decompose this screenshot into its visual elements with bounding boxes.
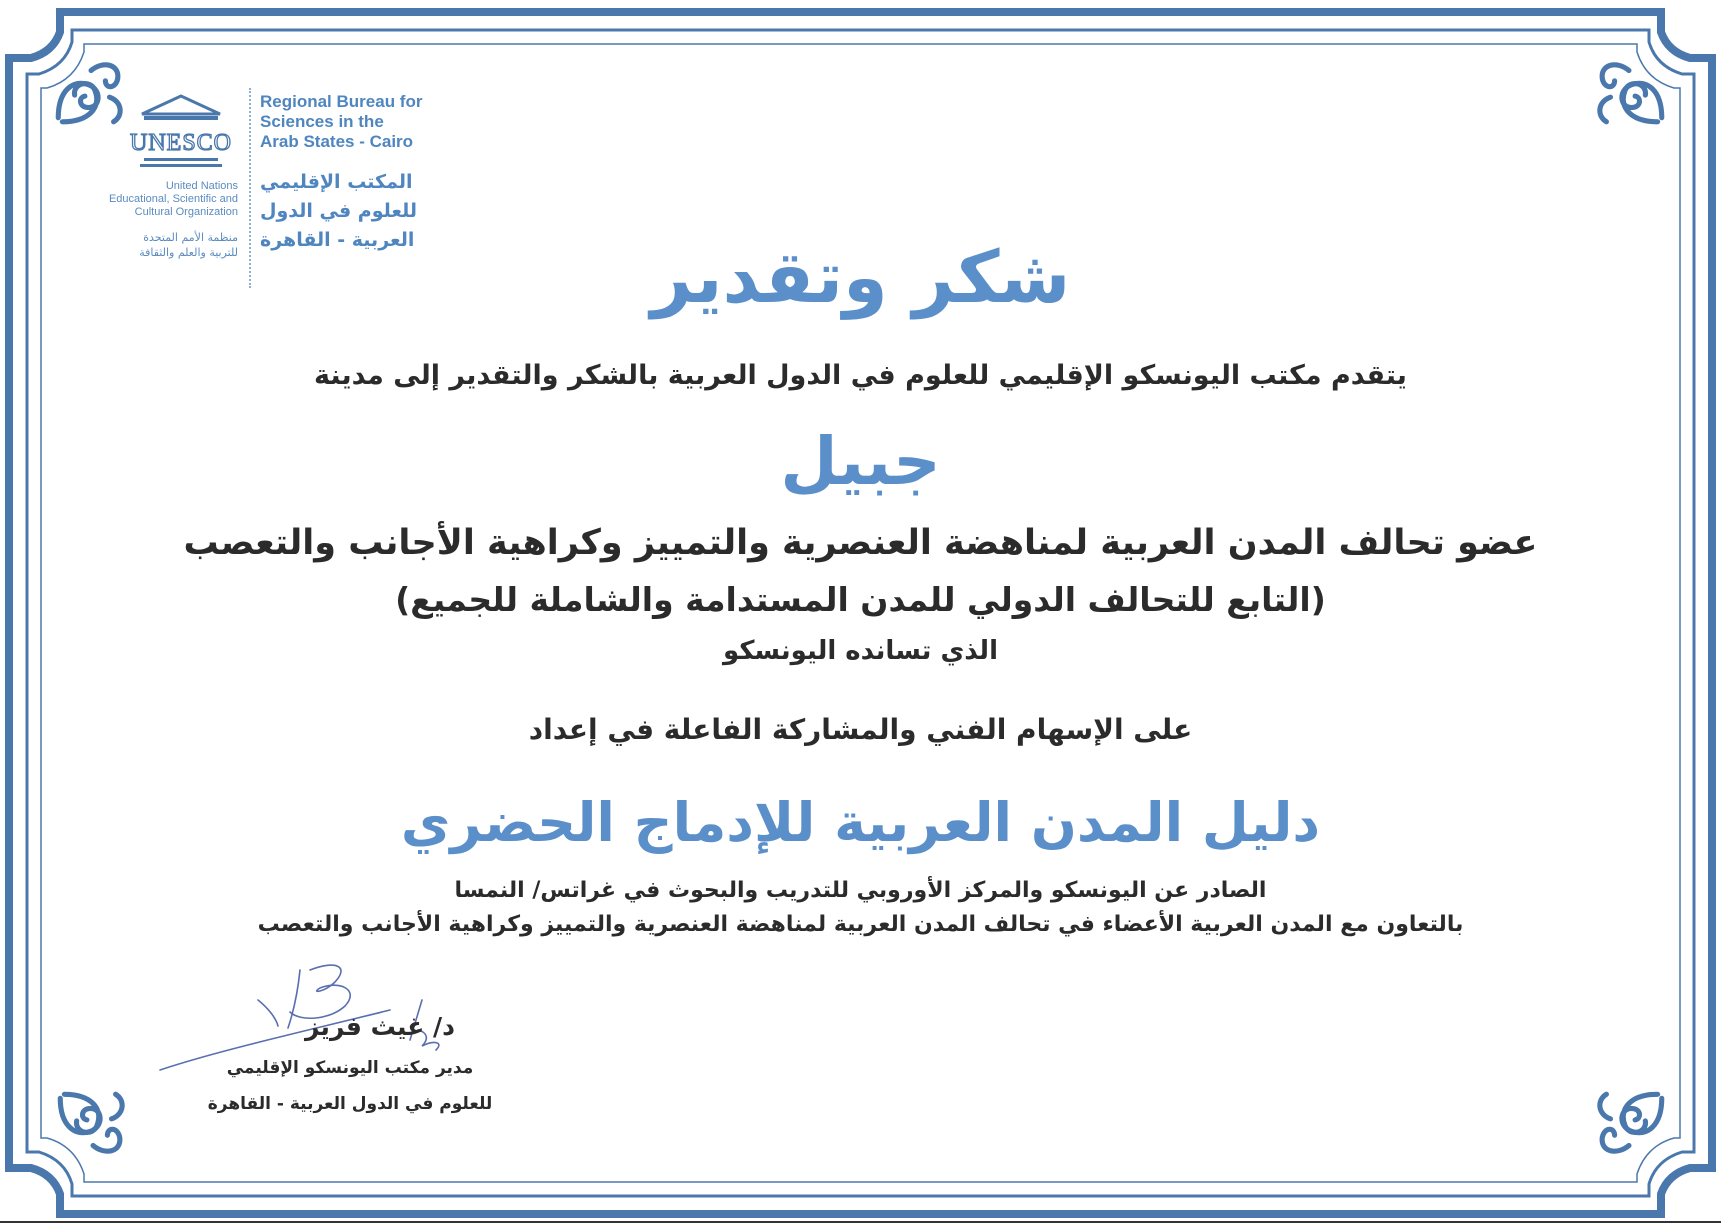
signatory-title-2: للعلوم في الدول العربية - القاهرة	[207, 1094, 493, 1114]
contribution-line: على الإسهام الفني والمشاركة الفاعلة في إعداد	[528, 713, 1193, 746]
city-name: جبيل	[780, 423, 941, 500]
ornament-top-right	[1590, 50, 1672, 132]
member-line-2: (التابع للتحالف الدولي للمدن المستدامة والشاملة للجميع)	[395, 580, 1326, 619]
guide-title: دليل المدن العربية للإدماج الحضري	[400, 791, 1321, 854]
unesco-temple-logo-icon	[129, 94, 233, 174]
signatory-name: د/ غيث فريز	[305, 1012, 455, 1041]
issued-line-1: الصادر عن اليونسكو والمركز الأوروبي للتدريب والبحوث في غراتس/ النمسا	[454, 878, 1267, 903]
unesco-wordmark: UNESCO	[129, 130, 233, 156]
certificate-title: شكر وتقدير	[650, 235, 1071, 319]
bureau-name-en: Regional Bureau for Sciences in the Arab States - Cairo	[260, 92, 423, 151]
bureau-name-ar: المكتب الإقليمي للعلوم في الدول العربية - القاهرة	[260, 171, 418, 251]
ornament-bottom-right	[1590, 1084, 1672, 1166]
member-line-1: عضو تحالف المدن العربية لمناهضة العنصرية والتمييز وكراهية الأجانب والتعصب	[183, 523, 1538, 563]
intro-line: يتقدم مكتب اليونسكو الإقليمي للعلوم في الدول العربية بالشكر والتقدير إلى مدينة	[314, 360, 1407, 391]
signature-block	[160, 960, 520, 1160]
ornament-bottom-left	[50, 1084, 132, 1166]
org-name-en: United Nations Educational, Scientific and Cultural Organization	[108, 180, 238, 218]
member-line-3: الذي تسانده اليونسكو	[723, 636, 998, 666]
issued-line-2: بالتعاون مع المدن العربية الأعضاء في تحالف المدن العربية لمناهضة العنصرية والتمييز وكراهية الأجانب والتعصب	[257, 912, 1464, 937]
signatory-title-1: مدير مكتب اليونسكو الإقليمي	[226, 1058, 474, 1078]
org-name-ar: منظمة الأمم المتحدة للتربية والعلم والثقافة	[139, 231, 238, 259]
